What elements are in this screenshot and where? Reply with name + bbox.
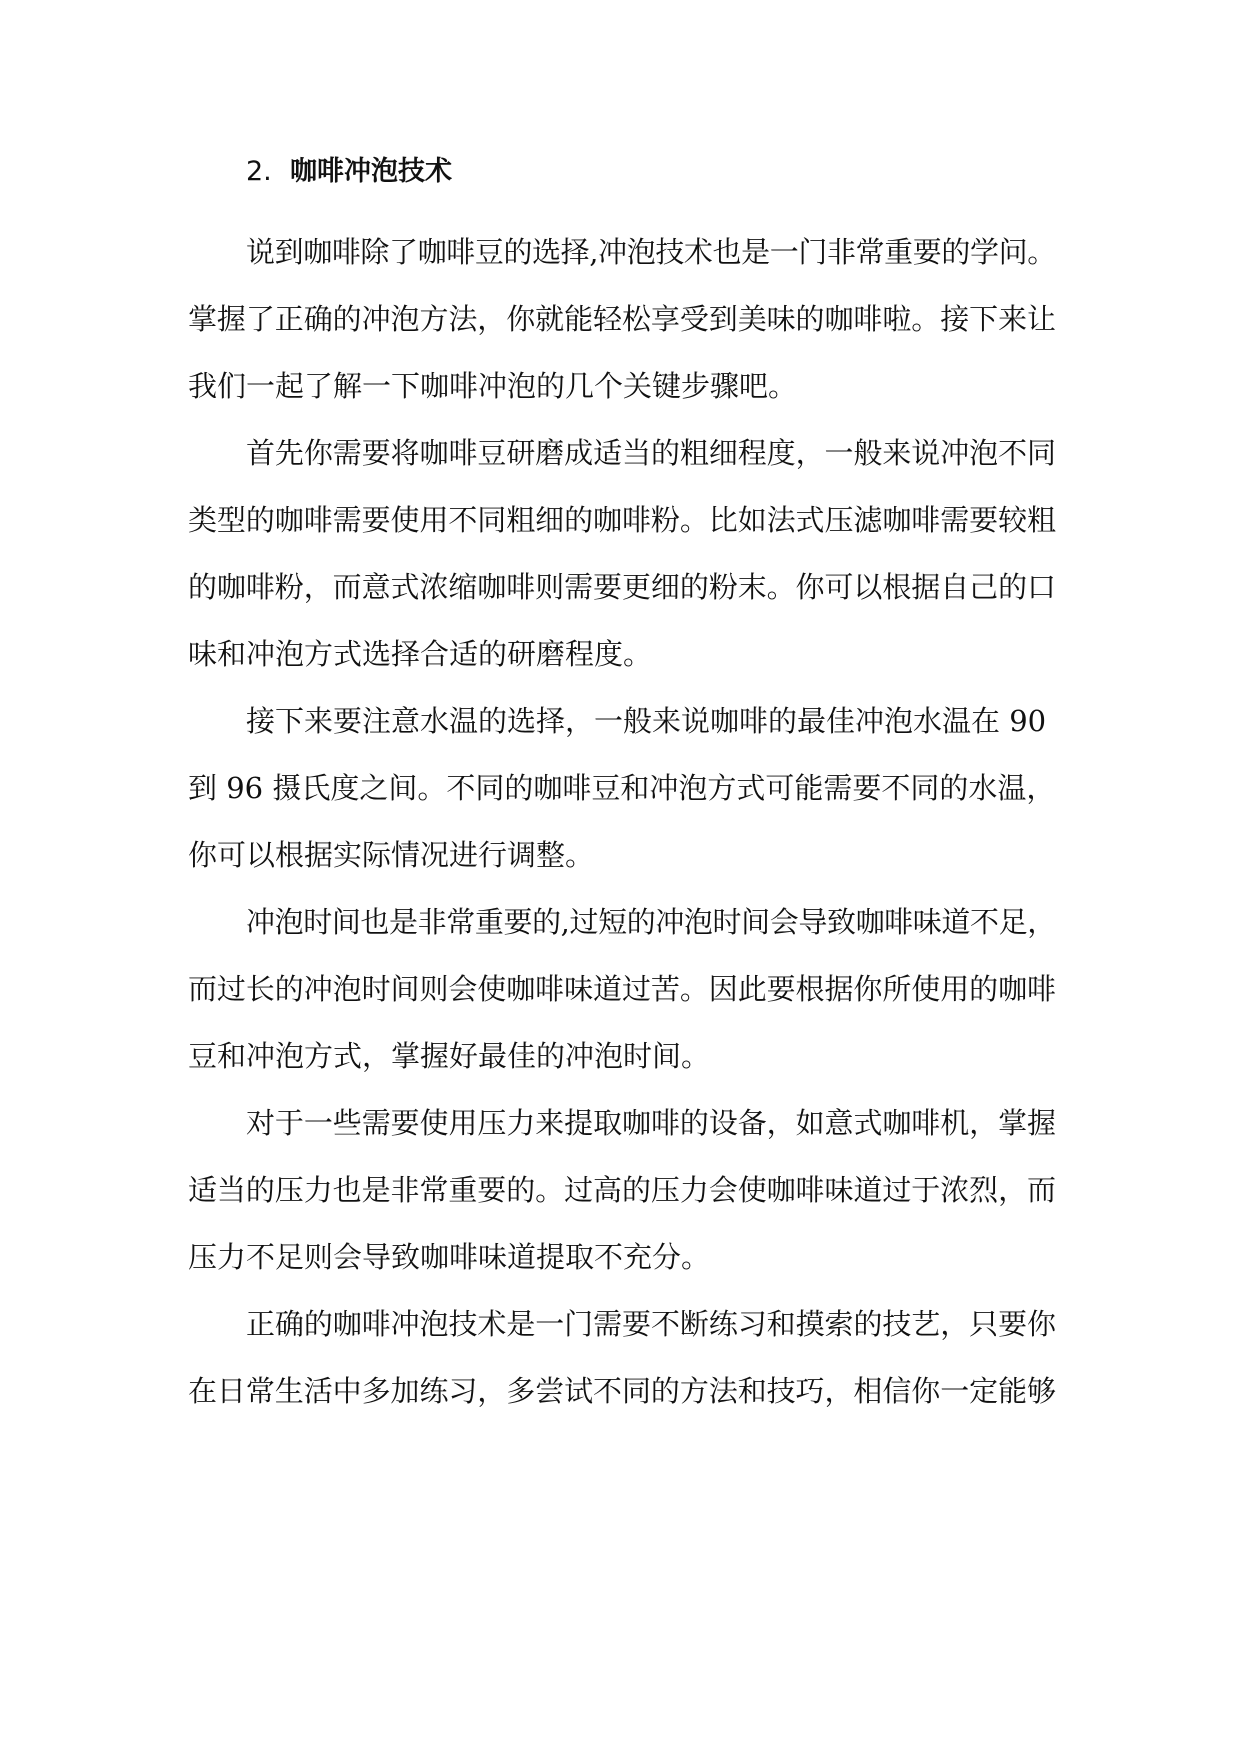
paragraph-line: 接下来要注意水温的选择，一般来说咖啡的最佳冲泡水温在 90: [246, 704, 1047, 738]
paragraph-line: 到 96 摄氏度之间。不同的咖啡豆和冲泡方式可能需要不同的水温，: [188, 771, 1056, 805]
section-heading: [188, 150, 1056, 194]
paragraph-line: 而过长的冲泡时间则会使咖啡味道过苦。因此要根据你所使用的咖啡: [188, 972, 1056, 1006]
paragraph-pressure: [188, 1090, 1056, 1291]
section-title: 咖啡冲泡技术: [290, 156, 452, 187]
paragraph-conclusion: [188, 1291, 1056, 1425]
paragraph-line: 掌握了正确的冲泡方法，你就能轻松享受到美味的咖啡啦。接下来让: [188, 302, 1056, 336]
paragraph-line: 对于一些需要使用压力来提取咖啡的设备，如意式咖啡机，掌握: [246, 1106, 1056, 1140]
paragraph-line: 你可以根据实际情况进行调整。: [188, 838, 595, 872]
paragraph-line: 适当的压力也是非常重要的。过高的压力会使咖啡味道过于浓烈，而: [188, 1173, 1056, 1207]
paragraph-line: 我们一起了解一下咖啡冲泡的几个关键步骤吧。: [188, 369, 798, 403]
paragraph-water-temperature: [188, 688, 1056, 889]
paragraph-line: 在日常生活中多加练习，多尝试不同的方法和技巧，相信你一定能够: [188, 1374, 1056, 1408]
paragraph-brew-time: [188, 889, 1056, 1090]
paragraph-line: 冲泡时间也是非常重要的,过短的冲泡时间会导致咖啡味道不足，: [246, 905, 1056, 939]
paragraph-line: 正确的咖啡冲泡技术是一门需要不断练习和摸索的技艺，只要你: [246, 1307, 1056, 1341]
paragraph-line: 压力不足则会导致咖啡味道提取不充分。: [188, 1240, 711, 1274]
paragraph-line: 的咖啡粉，而意式浓缩咖啡则需要更细的粉末。你可以根据自己的口: [188, 570, 1056, 604]
paragraph-grinding: [188, 420, 1056, 688]
document-body: [188, 150, 1056, 1425]
paragraph-line: 首先你需要将咖啡豆研磨成适当的粗细程度，一般来说冲泡不同: [246, 436, 1056, 470]
section-number: 2.: [246, 156, 272, 187]
paragraph-line: 味和冲泡方式选择合适的研磨程度。: [188, 637, 653, 671]
paragraph-line: 说到咖啡除了咖啡豆的选择,冲泡技术也是一门非常重要的学问。: [246, 235, 1056, 269]
paragraph-line: 豆和冲泡方式，掌握好最佳的冲泡时间。: [188, 1039, 711, 1073]
paragraph-line: 类型的咖啡需要使用不同粗细的咖啡粉。比如法式压滤咖啡需要较粗: [188, 503, 1056, 537]
paragraph-intro: [188, 219, 1056, 420]
